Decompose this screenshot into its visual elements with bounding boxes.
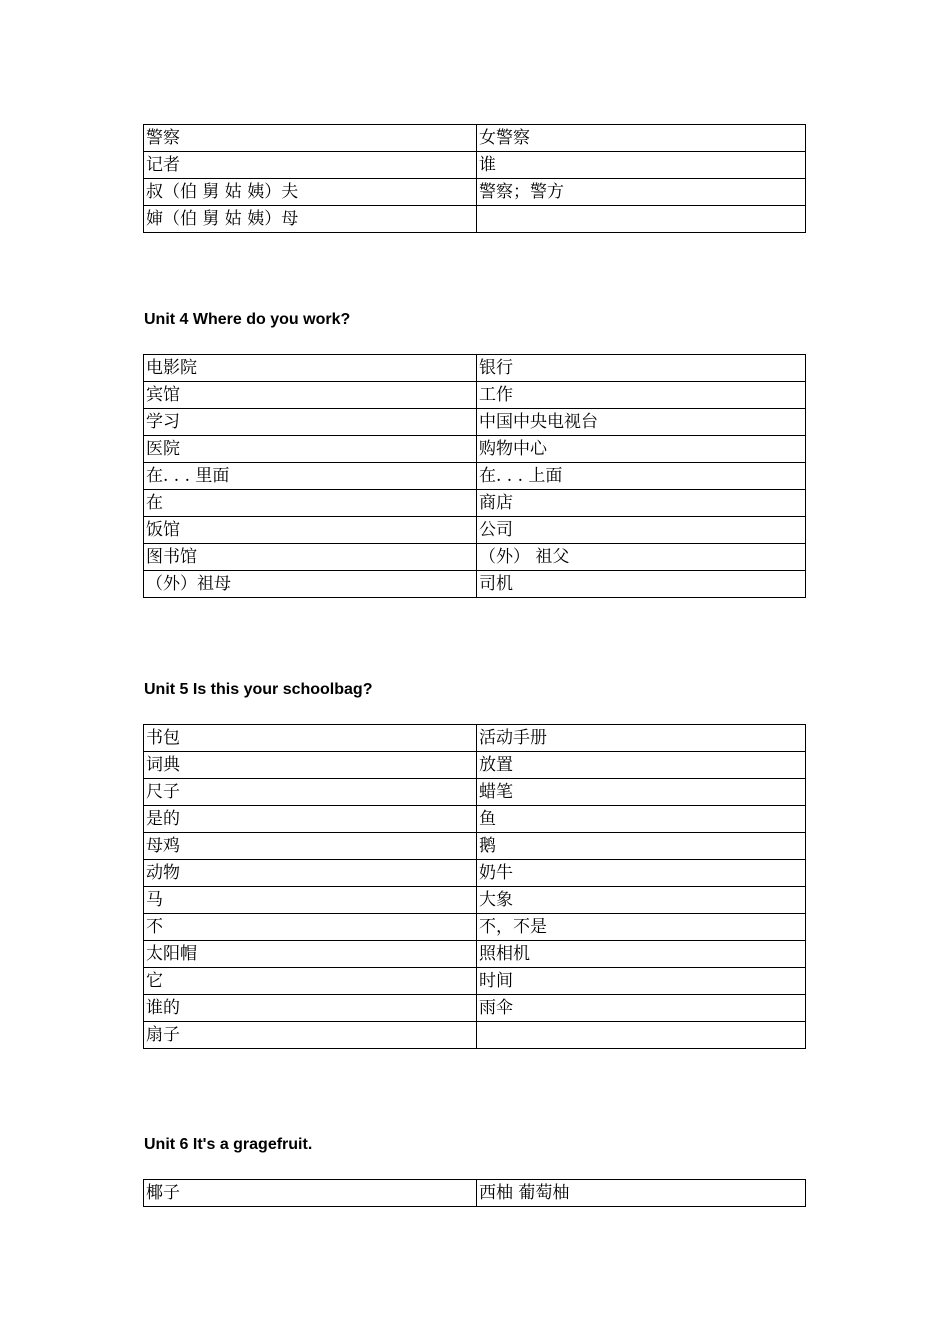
table-cell: 记者 — [144, 152, 477, 179]
table-cell: 蜡笔 — [477, 779, 806, 806]
table-cell: 动物 — [144, 860, 477, 887]
table-cell: 叔（伯 舅 姑 姨）夫 — [144, 179, 477, 206]
table-cell: 饭馆 — [144, 517, 477, 544]
table-cell: 母鸡 — [144, 833, 477, 860]
table-cell: 在. . . 上面 — [477, 463, 806, 490]
table-cell: 活动手册 — [477, 725, 806, 752]
table-cell: 警察 — [144, 125, 477, 152]
table-cell: 司机 — [477, 571, 806, 598]
table-row — [144, 355, 806, 382]
table-row — [144, 1180, 806, 1207]
table-cell: （外） 祖父 — [477, 544, 806, 571]
table-cell: 商店 — [477, 490, 806, 517]
table-row — [144, 490, 806, 517]
table-row — [144, 544, 806, 571]
table-row — [144, 860, 806, 887]
table-cell: （外）祖母 — [144, 571, 477, 598]
table-row — [144, 914, 806, 941]
table-cell: 放置 — [477, 752, 806, 779]
table-cell: 购物中心 — [477, 436, 806, 463]
table-row — [144, 125, 806, 152]
table-row — [144, 206, 806, 233]
table-cell: 公司 — [477, 517, 806, 544]
table-cell: 宾馆 — [144, 382, 477, 409]
table-row — [144, 382, 806, 409]
unit-4-vocab-table — [143, 354, 806, 598]
table-cell: 电影院 — [144, 355, 477, 382]
table-cell: 图书馆 — [144, 544, 477, 571]
table-cell: 学习 — [144, 409, 477, 436]
unit-6-heading: Unit 6 It's a gragefruit. — [144, 1136, 313, 1153]
table-cell: 马 — [144, 887, 477, 914]
table-row — [144, 941, 806, 968]
table-row — [144, 752, 806, 779]
table-cell: 西柚 葡萄柚 — [477, 1180, 806, 1207]
table-cell: 照相机 — [477, 941, 806, 968]
table-cell: 不 — [144, 914, 477, 941]
table-row — [144, 517, 806, 544]
table-cell: 警察；警方 — [477, 179, 806, 206]
unit-5-vocab-table — [143, 724, 806, 1049]
table-row — [144, 1022, 806, 1049]
table-cell: 太阳帽 — [144, 941, 477, 968]
table-cell: 在. . . 里面 — [144, 463, 477, 490]
table-row — [144, 833, 806, 860]
table-cell: 谁的 — [144, 995, 477, 1022]
table-cell: 中国中央电视台 — [477, 409, 806, 436]
table-cell: 书包 — [144, 725, 477, 752]
table-row — [144, 995, 806, 1022]
table-row — [144, 436, 806, 463]
table-cell: 女警察 — [477, 125, 806, 152]
table-cell: 雨伞 — [477, 995, 806, 1022]
unit-6-vocab-table — [143, 1179, 806, 1207]
table-row — [144, 409, 806, 436]
table-cell: 词典 — [144, 752, 477, 779]
table-row — [144, 463, 806, 490]
table-cell: 工作 — [477, 382, 806, 409]
table-cell — [477, 1022, 806, 1049]
vocab-table-continued — [143, 124, 806, 233]
unit-4-heading: Unit 4 Where do you work? — [144, 311, 351, 328]
table-row — [144, 152, 806, 179]
table-cell: 奶牛 — [477, 860, 806, 887]
table-cell: 鱼 — [477, 806, 806, 833]
table-row — [144, 887, 806, 914]
table-row — [144, 968, 806, 995]
table-row — [144, 806, 806, 833]
unit-5-heading: Unit 5 Is this your schoolbag? — [144, 681, 373, 698]
table-cell: 谁 — [477, 152, 806, 179]
table-cell: 婶（伯 舅 姑 姨）母 — [144, 206, 477, 233]
table-cell: 是的 — [144, 806, 477, 833]
table-cell: 在 — [144, 490, 477, 517]
table-cell — [477, 206, 806, 233]
table-row — [144, 571, 806, 598]
table-row — [144, 725, 806, 752]
table-cell: 不，不是 — [477, 914, 806, 941]
table-cell: 银行 — [477, 355, 806, 382]
table-cell: 医院 — [144, 436, 477, 463]
table-cell: 它 — [144, 968, 477, 995]
table-row — [144, 779, 806, 806]
table-row — [144, 179, 806, 206]
table-cell: 扇子 — [144, 1022, 477, 1049]
table-cell: 时间 — [477, 968, 806, 995]
table-cell: 尺子 — [144, 779, 477, 806]
table-cell: 鹅 — [477, 833, 806, 860]
table-cell: 椰子 — [144, 1180, 477, 1207]
table-cell: 大象 — [477, 887, 806, 914]
